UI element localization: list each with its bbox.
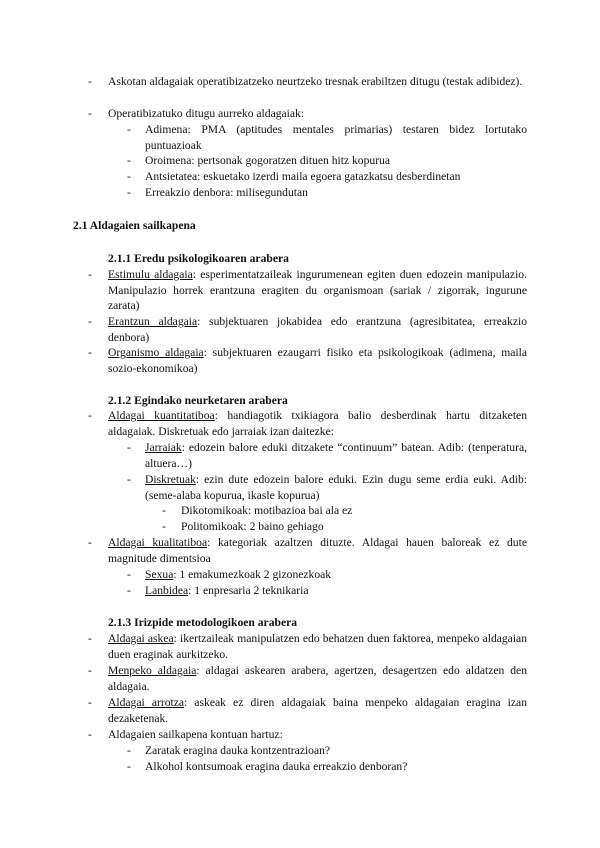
sub-list-item: Erreakzio denbora: milisegundutan xyxy=(145,186,308,199)
sub-list-item: Antsietatea: eskuetako izerdi maila egoera gatazkatsu desberdinetan xyxy=(145,170,461,183)
sub-sub-list-item: Dikotomikoak: motibazioa bai ala ez xyxy=(181,504,353,517)
list-item: Operatibizatuko ditugu aurreko aldagaiak: xyxy=(108,107,305,120)
bullet-dash: - xyxy=(127,744,131,757)
bullet-dash: - xyxy=(127,760,131,773)
bullet-dash: - xyxy=(127,441,131,454)
subsection-heading: 2.1.1 Eredu psikologikoaren arabera xyxy=(108,252,289,265)
definition: : 1 enpresaria 2 teknikaria xyxy=(188,584,309,597)
sub-list-item: Adimena: PMA (aptitudes mentales primarias) testaren bidez lortutako puntuazioak xyxy=(145,123,527,152)
term: Erantzun aldagaia xyxy=(108,315,198,328)
sub-list-item xyxy=(145,472,527,503)
term: Aldagai kuantitatiboa xyxy=(108,409,215,422)
definition: : ikertzaileak manipulatzen edo behatzen duen faktorea, menpeko aldagaian duen eraginak aurkitzeko. xyxy=(108,632,527,661)
bullet-dash: - xyxy=(127,186,131,199)
term: Aldagai askea xyxy=(108,632,174,645)
definition: : esperimentatzaileak ingurumenean egiten duen edozein manipulazio. Manipulazio horrek erantzuna eragiten du organismoan (sariak / zigorrak, ingurune zarata) xyxy=(108,268,527,313)
term: Estimulu aldagaia xyxy=(108,268,193,281)
subsection-heading: 2.1.2 Egindako neurketaren arabera xyxy=(108,394,288,407)
term: Jarraiak xyxy=(145,441,182,454)
list-item xyxy=(108,408,527,439)
sub-sub-list-item: Politomikoak: 2 baino gehiago xyxy=(181,520,324,533)
list-item xyxy=(108,695,527,726)
term: Lanbidea xyxy=(145,584,189,597)
bullet-dash: - xyxy=(127,154,131,167)
definition: : kategoriak azaltzen dituzte. Aldagai hauen baloreak ez dute magnitude dimentsioa xyxy=(108,536,527,565)
list-item: Askotan aldagaiak operatibizatzeko neurtzeko tresnak erabiltzen ditugu (testak adibidez). xyxy=(108,75,523,88)
term: Diskretuak xyxy=(145,473,196,486)
bullet-dash: - xyxy=(127,473,131,486)
bullet-dash: - xyxy=(88,536,92,549)
list-item: Aldagaien sailkapena kontuan hartuz: xyxy=(108,728,283,741)
bullet-dash: - xyxy=(88,728,92,741)
definition: : subjektuaren ezaugarri fisiko eta psikologikoak (adimena, maila sozio-ekonomikoa) xyxy=(108,346,527,375)
bullet-dash: - xyxy=(127,584,131,597)
sub-list-item: Oroimena: pertsonak gogoratzen dituen hitz kopurua xyxy=(145,154,391,167)
definition: : edozein balore eduki ditzakete “continuum” batean. Adib: (tenperatura, altuera…) xyxy=(145,441,527,470)
definition: : 1 emakumezkoak 2 gizonezkoak xyxy=(173,568,332,581)
term: Menpeko aldagaia xyxy=(108,664,197,677)
bullet-dash: - xyxy=(88,346,92,359)
sub-list-item xyxy=(145,583,527,599)
list-item xyxy=(108,535,527,566)
bullet-dash: - xyxy=(88,107,92,120)
bullet-dash: - xyxy=(88,696,92,709)
bullet-dash: - xyxy=(162,520,166,533)
sub-list-item: Zaratak eragina dauka kontzentrazioan? xyxy=(145,744,331,757)
term: Aldagai arrotza xyxy=(108,696,185,709)
bullet-dash: - xyxy=(162,504,166,517)
bullet-dash: - xyxy=(127,170,131,183)
definition: : askeak ez diren aldagaiak baina menpeko aldagaian eragina izan dezaketenak. xyxy=(108,696,527,725)
bullet-dash: - xyxy=(127,568,131,581)
term: Sexua xyxy=(145,568,174,581)
list-item xyxy=(108,345,527,376)
bullet-dash: - xyxy=(88,315,92,328)
bullet-dash: - xyxy=(88,409,92,422)
section-heading: 2.1 Aldagaien sailkapena xyxy=(73,219,196,232)
term: Aldagai kualitatiboa xyxy=(108,536,208,549)
list-item xyxy=(108,631,527,662)
definition: : ezin dute edozein balore eduki. Ezin dugu seme erdia euki. Adib: (seme-alaba kopurua, ikasle kopurua) xyxy=(145,473,527,502)
term: Organismo aldagaia xyxy=(108,346,204,359)
definition: : subjektuaren jokabidea edo erantzuna (agresibitatea, erreakzio denbora) xyxy=(108,315,528,344)
list-item xyxy=(108,314,527,345)
bullet-dash: - xyxy=(88,75,92,88)
bullet-dash: - xyxy=(88,632,92,645)
definition: : handiagotik txikiagora balio desberdinak hartu ditzaketen aldagaiak. Diskretuak edo jarraiak izan daitezke: xyxy=(108,409,527,438)
sub-list-item xyxy=(145,567,527,583)
bullet-dash: - xyxy=(127,123,131,136)
list-item xyxy=(108,267,527,314)
list-item xyxy=(108,663,527,694)
sub-list-item xyxy=(145,440,527,471)
sub-list-item: Alkohol kontsumoak eragina dauka erreakzio denboran? xyxy=(145,760,408,773)
bullet-dash: - xyxy=(88,268,92,281)
subsection-heading: 2.1.3 Irizpide metodologikoen arabera xyxy=(108,616,298,629)
definition: : aldagai askearen arabera, agertzen, desagertzen edo aldatzen den aldagaia. xyxy=(108,664,527,693)
bullet-dash: - xyxy=(88,664,92,677)
